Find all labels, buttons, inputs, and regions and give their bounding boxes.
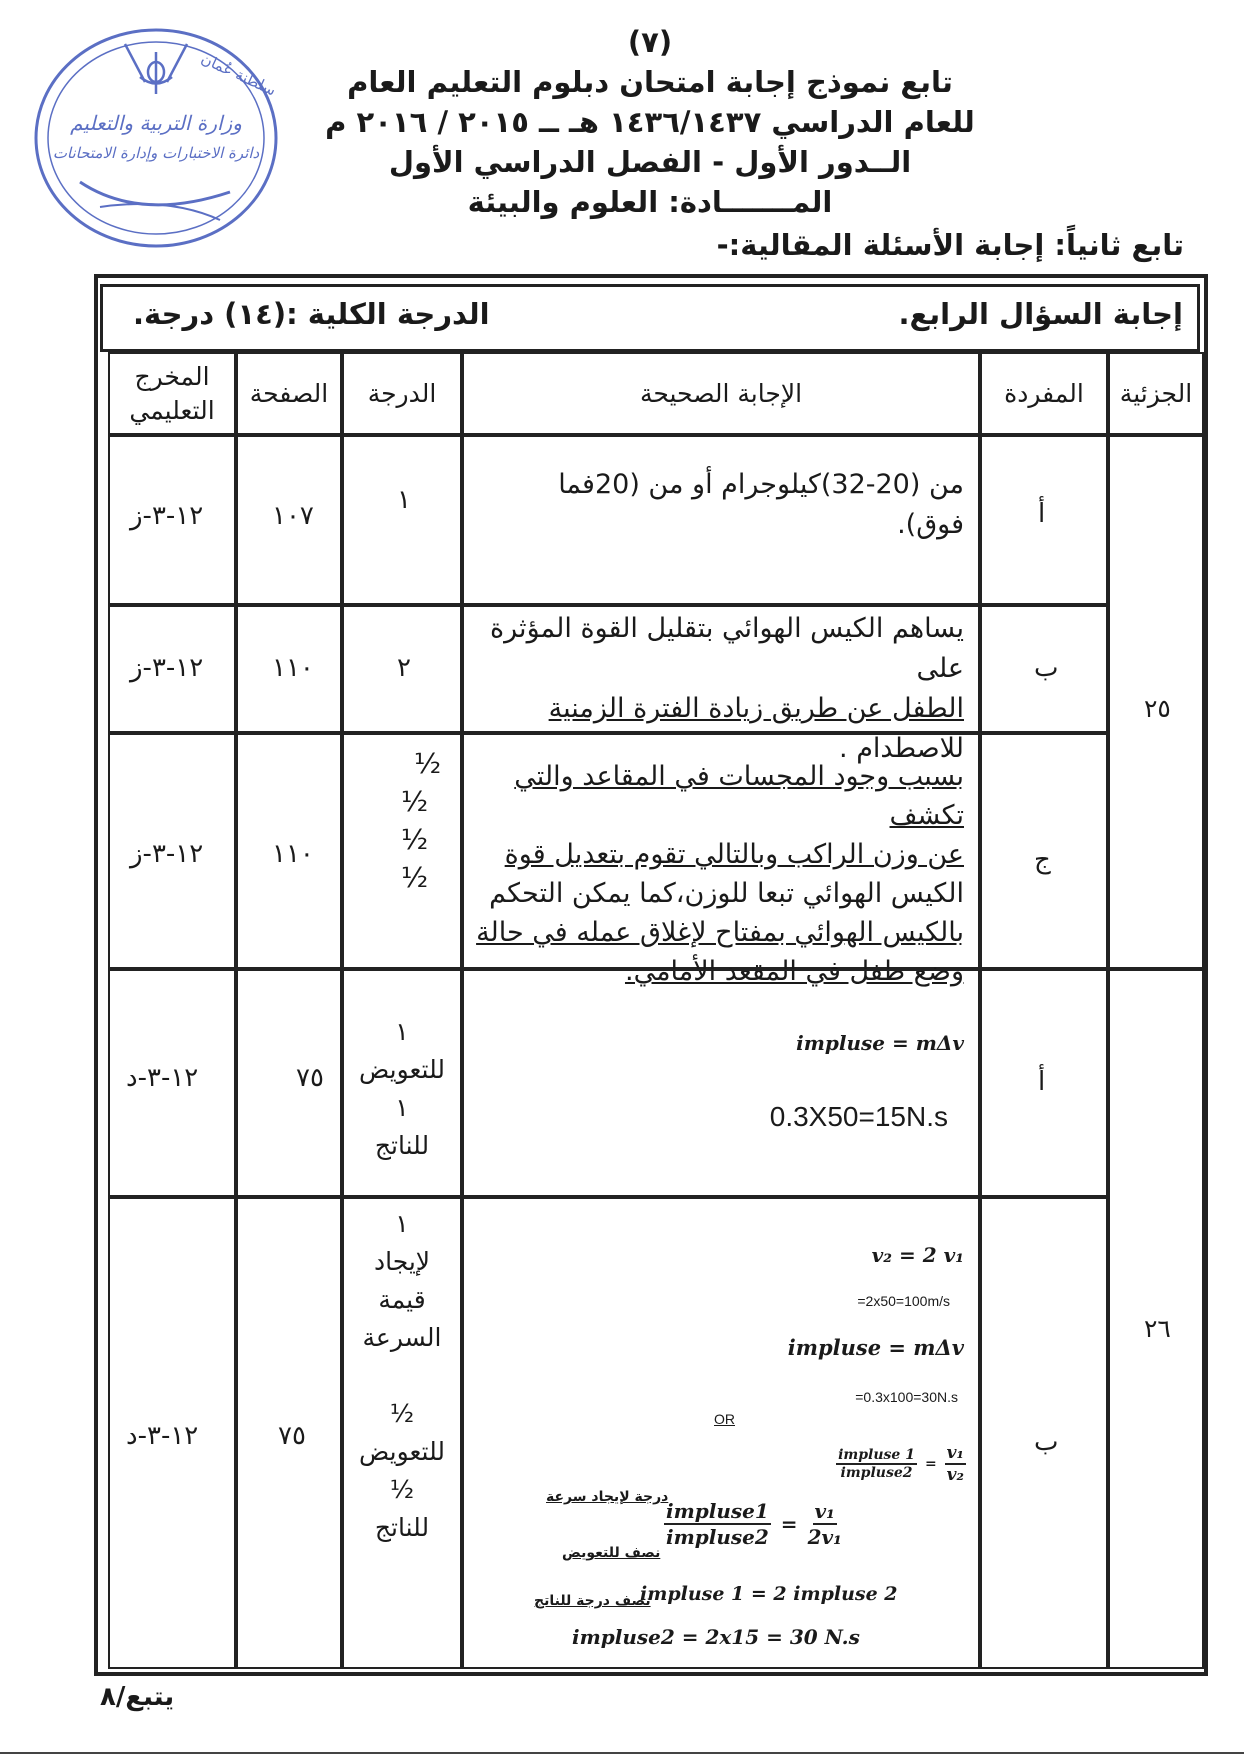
question-bar (100, 284, 1200, 352)
note-velocity: درجة لإيجاد سرعة (546, 1489, 669, 1505)
outcome-value: ١٢-٣-د (126, 1063, 199, 1093)
part-cell-26 (1108, 969, 1204, 1669)
page-cell (236, 435, 342, 605)
outcome-cell (108, 1197, 236, 1669)
table-row-item (980, 605, 1108, 733)
col-header-part: الجزئية (1108, 352, 1204, 435)
big-rhs-denominator: 2v₁ (807, 1525, 842, 1549)
grade-line: ½ (389, 1399, 415, 1428)
grade-line: للتعويض (359, 1437, 445, 1466)
big-numerator: impluse1 (666, 1499, 769, 1523)
grade-line: قيمة (378, 1285, 426, 1314)
grade-gap (344, 1357, 460, 1395)
grade-line: ½ (401, 823, 429, 856)
answer-line: فوق). (897, 509, 964, 540)
impulse-result: impluse2 = 2x15 = 30 N.s (572, 1625, 860, 1649)
note-result: نصف درجة للناتج (534, 1593, 651, 1609)
header-year: للعام الدراسي ١٤٣٦/١٤٣٧ هـ ــ ٢٠١٥ / ٢٠١٦ م (325, 105, 975, 139)
item-label: أ (1038, 499, 1046, 529)
col-header-outcome (108, 352, 236, 435)
part-number: ٢٦ (1144, 1314, 1171, 1343)
ratio-rhs-numerator: v₁ (946, 1443, 964, 1463)
grade-lines (388, 745, 441, 897)
impulse-calculation: 0.3X50=15N.s (769, 1101, 948, 1132)
outcome-cell (108, 605, 236, 733)
item-label: ب (1034, 1427, 1059, 1457)
ratio-denominator: impluse2 (840, 1465, 913, 1481)
answer-cell (462, 969, 980, 1197)
outcome-header-line1: المخرج (134, 361, 210, 391)
big-denominator: impluse2 (666, 1525, 769, 1549)
answer-line (474, 689, 964, 729)
grade-line: ١ (395, 1093, 409, 1122)
grade-line: ١ (395, 1209, 409, 1238)
grade-line: ١ (395, 1017, 409, 1046)
velocity-formula: v₂ = 2 v₁ (871, 1243, 964, 1267)
ratio-formula-large: $\frac{\text{impluse1}}{\text{impluse2}}$ = $\frac{\text{v₁}}{\text{2v₁}}$ (666, 1499, 842, 1549)
page-bottom-line (0, 1752, 1244, 1754)
answer-cell (462, 435, 980, 605)
table-row-item (980, 733, 1108, 969)
section-title: تابع ثانياً: إجابة الأسئلة المقالية:- (716, 228, 1184, 262)
ratio-formula-small: $\frac{\text{impluse 1}}{\text{impluse2}}$ = $\frac{\text{v₁}}{\text{v₂}}$ (838, 1443, 964, 1485)
big-rhs-numerator: v₁ (814, 1499, 835, 1523)
page-cell (236, 969, 342, 1197)
impulse-formula: impluse = mΔv (787, 1335, 964, 1360)
col-header-item: المفردة (980, 352, 1108, 435)
header-title: تابع نموذج إجابة امتحان دبلوم التعليم العام (347, 65, 953, 99)
grade-cell (342, 435, 462, 605)
answer-cell (462, 733, 980, 987)
outcome-value: ١٢-٣-ز (130, 653, 204, 683)
answer-underlined: الطفل عن طريق زيادة الفترة الزمنية (548, 693, 964, 724)
page-cell (236, 605, 342, 733)
table-row-item (980, 969, 1108, 1197)
exam-header (300, 22, 1000, 222)
outcome-cell (108, 733, 236, 969)
ratio-rhs-denominator: v₂ (946, 1465, 964, 1485)
table-row-item (980, 1197, 1108, 1669)
grade-cell (342, 605, 462, 733)
answer-line: للاصطدام . (839, 733, 964, 764)
answer-line: يساهم الكيس الهوائي بتقليل القوة المؤثرة على (490, 613, 964, 684)
page-cell (236, 1197, 342, 1669)
grade-cell (342, 1197, 462, 1669)
page-value: ١١٠ (272, 653, 314, 683)
impulse-formula: impluse = mΔv (796, 1031, 964, 1055)
velocity-value: =2x50=100m/s (857, 1293, 950, 1309)
page-cell (236, 733, 342, 969)
outcome-value: ١٢-٣-ز (130, 501, 204, 531)
answer-line: بسبب وجود المجسات في المقاعد والتي تكشف (514, 761, 964, 831)
answer-line: من (20-32)كيلوجرام أو من (20فما (558, 469, 964, 500)
grade-line: للتعويض (359, 1055, 445, 1084)
item-label: ب (1034, 653, 1059, 683)
svg-text:دائرة الاختبارات وإدارة الامتح: دائرة الاختبارات وإدارة الامتحانات (52, 144, 260, 162)
answer-line: وضع طفل في المقعد الأمامي. (624, 956, 964, 987)
grade-line: للناتج (374, 1513, 430, 1542)
page-value: ١١٠ (272, 839, 314, 869)
col-header-page: الصفحة (236, 352, 342, 435)
page-value: ١٠٧ (272, 501, 314, 531)
answer-line: بالكيس الهوائي بمفتاح لإغلاق عمله في حالة (476, 917, 964, 948)
col-header-answer: الإجابة الصحيحة (462, 352, 980, 435)
ministry-stamp (30, 22, 282, 254)
impulse-value: =0.3x100=30N.s (855, 1389, 958, 1405)
outcome-cell (108, 435, 236, 605)
page-number: (٧) (627, 25, 673, 59)
item-label: ج (1034, 845, 1051, 875)
outcome-value: ١٢-٣-د (126, 1421, 199, 1451)
header-subject: المـــــــادة: العلوم والبيئة (467, 185, 833, 219)
page-value: ٧٥ (278, 1421, 306, 1451)
grade-line: ½ (401, 785, 429, 818)
note-substitution: نصف للتعويض (562, 1545, 661, 1561)
svg-text:وزارة التربية والتعليم: وزارة التربية والتعليم (70, 111, 242, 135)
ratio-numerator: impluse 1 (838, 1447, 915, 1463)
header-session: الــدور الأول - الفصل الدراسي الأول (388, 145, 912, 179)
outcome-cell (108, 969, 236, 1197)
grade-line: للناتج (374, 1131, 430, 1160)
grade-value: ٢ (397, 653, 411, 683)
grade-line: ½ (414, 747, 442, 780)
impulse-relation: impluse 1 = 2 impluse 2 (640, 1583, 898, 1605)
answer-line: الكيس الهوائي تبعا للوزن،كما يمكن التحكم (489, 878, 964, 909)
total-grade: الدرجة الكلية :(١٤) درجة. (133, 297, 490, 331)
grade-lines (344, 1205, 460, 1547)
svg-text:سلطنة عُمان: سلطنة عُمان (198, 49, 279, 100)
grade-line: لإيجاد (373, 1247, 431, 1276)
continue-note: يتبع/٨ (100, 1682, 175, 1712)
grade-line: السرعة (362, 1323, 442, 1352)
grade-value: ١ (397, 485, 411, 515)
table-row-item (980, 435, 1108, 605)
grade-cell (342, 969, 462, 1197)
outcome-value: ١٢-٣-ز (130, 839, 204, 869)
col-header-grade: الدرجة (342, 352, 462, 435)
item-label: أ (1038, 1067, 1046, 1097)
part-cell-25 (1108, 435, 1204, 969)
page-value: ٧٥ (296, 1063, 324, 1093)
grade-line: ½ (401, 861, 429, 894)
grade-cell (342, 733, 462, 969)
answer-line: عن وزن الراكب وبالتالي تقوم بتعديل قوة (504, 839, 964, 870)
outcome-header-line2: التعليمي (129, 395, 215, 425)
answer-cell (462, 605, 980, 764)
grade-lines (344, 1013, 460, 1165)
part-number: ٢٥ (1144, 694, 1171, 723)
question-label: إجابة السؤال الرابع. (898, 297, 1183, 331)
grade-line: ½ (389, 1475, 415, 1504)
answer-cell (462, 1197, 980, 1669)
or-label: OR (714, 1411, 735, 1427)
